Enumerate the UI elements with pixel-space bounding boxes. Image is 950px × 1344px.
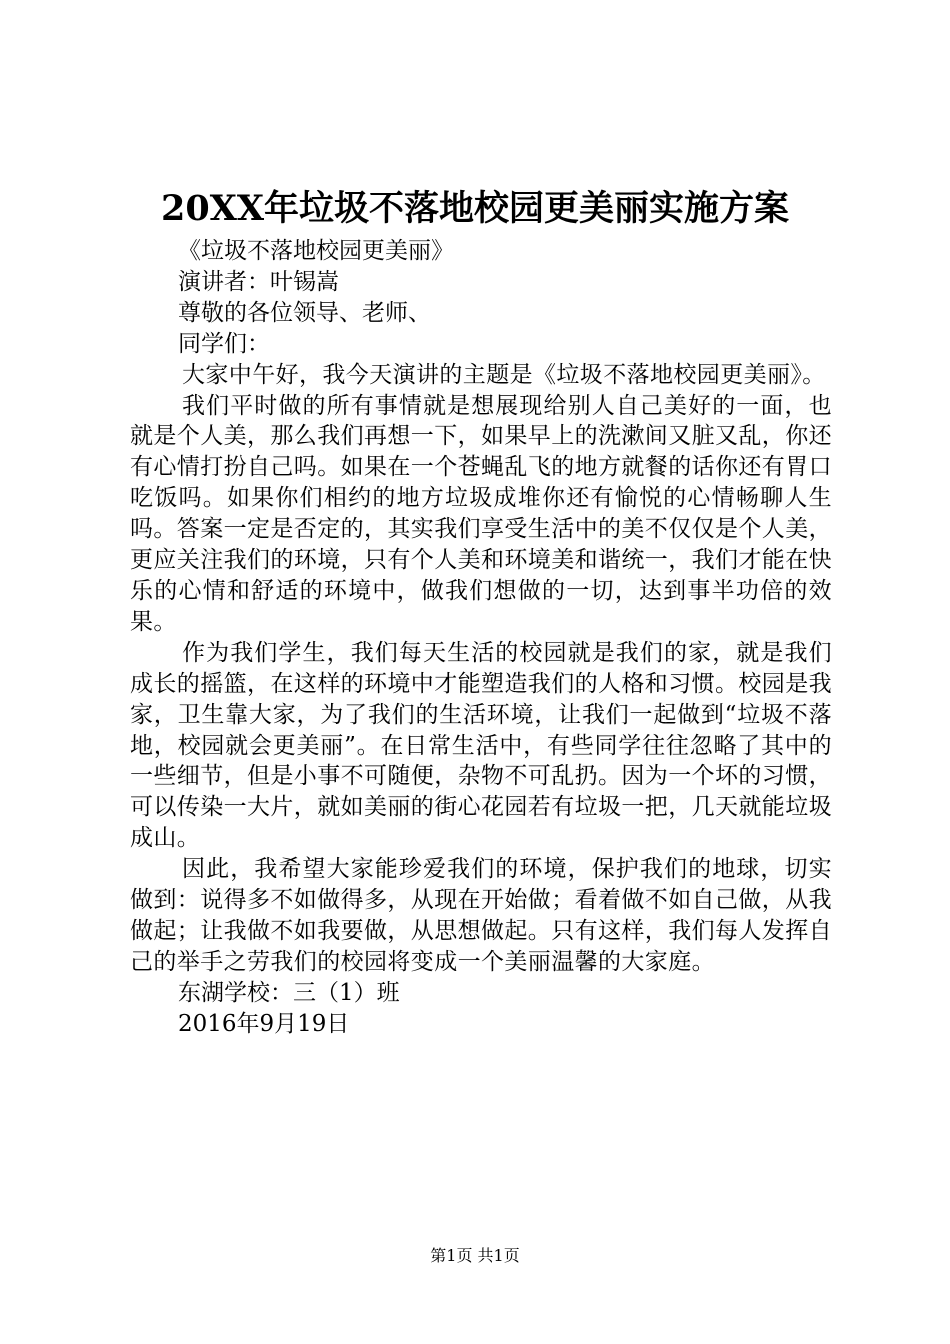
speech-title: 《垃圾不落地校园更美丽》 <box>178 238 454 264</box>
speaker-line: 演讲者：叶锡嵩 <box>178 268 339 295</box>
paragraph-conclusion: 因此，我希望大家能珍爱我们的环境，保护我们的地球，切实做到：说得多不如做得多，从现在开始做；看着做不如自己做，从我做起；让我做不如我要做，从思想做起。只有这样，我们每人发挥自己的举手之劳我们的校园将变成一个美丽温馨的大家庭。 <box>130 856 832 975</box>
page-number-footer: 第1页 共1页 <box>430 1246 520 1265</box>
paragraph-greeting: 大家中午好，我今天演讲的主题是《垃圾不落地校园更美丽》。 <box>182 361 826 388</box>
date-line: 2016年9月19日 <box>178 1010 350 1037</box>
document-title: 20XX年垃圾不落地校园更美丽实施方案 <box>160 188 790 229</box>
salutation-line-2: 同学们： <box>178 330 270 357</box>
salutation-line-1: 尊敬的各位领导、老师、 <box>178 299 431 326</box>
school-signature: 东湖学校：三（1）班 <box>178 979 400 1006</box>
document-body <box>130 236 832 1040</box>
paragraph-campus-home: 作为我们学生，我们每天生活的校园就是我们的家，就是我们成长的摇篮，在这样的环境中才能塑造我们的人格和习惯。校园是我家，卫生靠大家，为了我们的生活环境，让我们一起做到“垃圾不落地，校园就会更美丽”。在日常生活中，有些同学往往忽略了其中的一些细节，但是小事不可随便，杂物不可乱扔。因为一个坏的习惯，可以传染一大片，就如美丽的街心花园若有垃圾一把，几天就能垃圾成山。 <box>130 639 832 852</box>
paragraph-personal-beauty: 我们平时做的所有事情就是想展现给别人自己美好的一面，也就是个人美，那么我们再想一下，如果早上的洗漱间又脏又乱，你还有心情打扮自己吗。如果在一个苍蝇乱飞的地方就餐的话你还有胃口吃饭吗。如果你们相约的地方垃圾成堆你还有愉悦的心情畅聊人生吗。答案一定是否定的，其实我们享受生活中的美不仅仅是个人美，更应关注我们的环境，只有个人美和环境美和谐统一，我们才能在快乐的心情和舒适的环境中，做我们想做的一切，达到事半功倍的效果。 <box>130 392 832 635</box>
